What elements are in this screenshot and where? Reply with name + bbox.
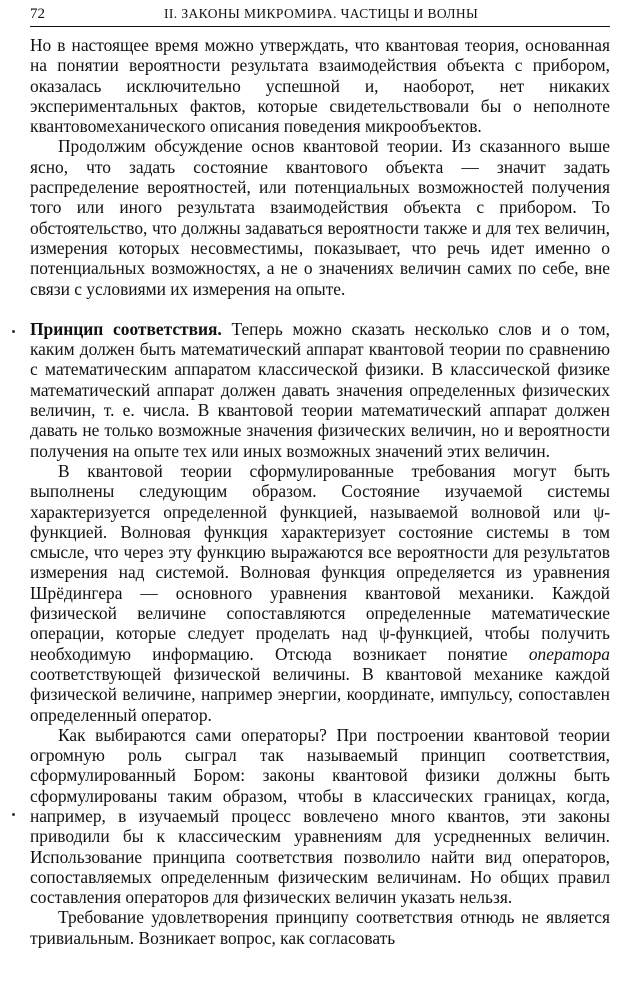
paragraph-6: Требование удовлетворения принципу соответствия отнюдь не является тривиальным. Возникает вопрос, как согласовать [30,907,610,948]
paragraph-1: Но в настоящее время можно утверждать, что квантовая теория, основанная на понятии вероятности результата взаимодействия объекта с прибором, оказалась исключительно успешной и, наоборот, нет никаких экспериментальных фактов, которые свидетельствовали бы о неполноте квантовомеханического описания поведения микрообъектов. [30,35,610,137]
paragraph-4-part-a: В квантовой теории сформулированные требования могут быть выполнены следующим образом. Состояние изучаемой системы характеризуется определенной функцией, называемой волновой или ψ-функцией. Волновая функция характеризует состояние системы в том смысле, что через эту функцию выражаются все вероятности для результатов измерения над системой. Волновая функция определяется из уравнения Шрёдингера — основного уравнения квантовой механики. Каждой физической величине сопоставляются определенные математические операции, которые следует проделать над ψ-функцией, чтобы получить необходимую информацию. Отсюда возникает понятие [30,460,610,664]
margin-mark [12,813,15,816]
paragraph-2: Продолжим обсуждение основ квантовой теории. Из сказанного выше ясно, что задать состояние квантового объекта — значит задать распределение вероятностей, или потенциальных возможностей получения того или иного результата взаимодействия объекта с прибором. То обстоятельство, что должны задаваться вероятности также и для тех величин, измерения которых несовместимы, показывает, что речь идет именно о потенциальных возможностях, а не о значениях величин самих по себе, вне связи с условиями их измерения на опыте. [30,136,610,299]
paragraph-correspondence-principle [30,319,610,461]
page-header [30,6,610,27]
body-text [30,35,610,948]
running-head: II. ЗАКОНЫ МИКРОМИРА. ЧАСТИЦЫ И ВОЛНЫ [164,6,479,21]
page-number: 72 [30,6,45,22]
paragraph-4-part-b: соответствующей физической величины. В квантовой механике каждой физической величине, например энергии, координате, импульсу, сопоставлен определенный оператор. [30,663,610,725]
margin-mark [12,330,15,333]
term-operator: оператора [528,643,610,664]
paragraph-5: Как выбираются сами операторы? При построении квантовой теории огромную роль сыграл так называемый принцип соответствия, сформулированный Бором: законы квантовой физики должны быть сформулированы таким образом, чтобы в классических границах, когда, например, в изучаемый процесс вовлечено много квантов, эти законы приводили бы к классическим уравнениям для усредненных величин. Использование принципа соответствия позволило найти вид операторов, сопоставляемых определенным физическим величинам. Но общих правил составления операторов для физических величин указать нельзя. [30,724,610,908]
paragraph-3-body: Теперь можно сказать несколько слов и о том, каким должен быть математический аппарат квантовой теории по сравнению с математическим аппаратом классической физики. В классической физике математический аппарат должен давать значения определенных физических величин, т. е. числа. В квантовой теории математический аппарат должен давать не только возможные значения физических величин, но и вероятности получения на опыте тех или иных возможных значений этих величин. [30,318,610,461]
paragraph-4 [30,461,610,725]
section-run-in-heading: Принцип соответствия. [30,318,222,339]
